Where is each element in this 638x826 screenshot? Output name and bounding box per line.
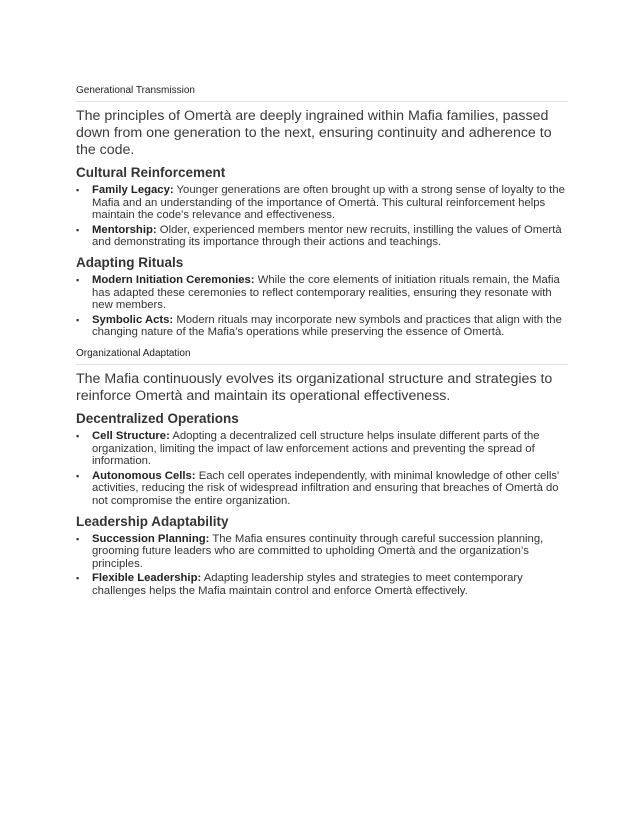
item-text: Older, experienced members mentor new recruits, instilling the values of Omertà and demonstrating its importance through their actions and teachings. [92, 223, 562, 249]
section-label: Generational Transmission [76, 84, 568, 102]
item-term: Family Legacy: [92, 184, 174, 196]
item-term: Succession Planning: [92, 532, 210, 545]
bullet-list [76, 533, 568, 598]
item-term: Autonomous Cells: [92, 469, 196, 482]
item-text: Adopting a decentralized cell structure helps insulate different parts of the organization, limiting the impact of law enforcement actions and preventing the spread of information. [92, 429, 540, 468]
list-item [76, 430, 568, 468]
list-item [76, 572, 568, 597]
item-term: Symbolic Acts: [92, 313, 174, 326]
list-item [76, 274, 568, 312]
bullet-icon: ▪ [76, 470, 80, 481]
bullet-icon: ▪ [76, 185, 80, 195]
subheading-decentralized-operations: Decentralized Operations [76, 410, 239, 426]
section-intro: The principles of Omertà are deeply ingrained within Mafia families, passed down from one generation to the next, ensuring continuity and adherence to the code. [76, 108, 552, 158]
bullet-icon: ▪ [76, 533, 80, 544]
section-label: Organizational Adaptation [76, 347, 568, 365]
item-text: The Mafia ensures continuity through careful succession planning, grooming future leaders who are committed to upholding Omertà and the organization’s principles. [92, 532, 544, 570]
bullet-icon: ▪ [76, 314, 80, 325]
item-term: Mentorship: [92, 223, 157, 236]
list-item [76, 224, 568, 249]
item-text: Adapting leadership styles and strategies to meet contemporary challenges helps the Mafia maintain control and enforce Omertà effectively. [92, 572, 523, 597]
list-item [76, 314, 568, 339]
bullet-icon: ▪ [76, 224, 80, 235]
list-item [76, 184, 568, 222]
item-text: Each cell operates independently, with minimal knowledge of other cells' activities, reducing the risk of widespread infiltration and ensuring that breaches of Omertà do not compromise the entire organization. [92, 469, 560, 507]
item-term: Flexible Leadership: [92, 572, 202, 585]
bullet-list [76, 274, 568, 339]
item-term: Modern Initiation Ceremonies: [92, 273, 255, 286]
item-text: While the core elements of initiation rituals remain, the Mafia has adapted these ceremonies to reflect contemporary realities, ensuring they resonate with new members. [92, 273, 560, 312]
bullet-list [76, 184, 568, 249]
subheading-adapting-rituals: Adapting Rituals [76, 254, 184, 270]
subheading-leadership-adaptability: Leadership Adaptability [76, 513, 229, 529]
item-term: Cell Structure: [92, 429, 170, 442]
item-text: Younger generations are often brought up with a strong sense of loyalty to the Mafia and an understanding of the importance of Omertà. This cultural reinforcement helps maintain the code's relevance and effectiveness. [92, 184, 565, 222]
bullet-icon: ▪ [76, 573, 80, 584]
bullet-icon: ▪ [76, 274, 80, 285]
section-organizational-adaptation [76, 347, 568, 598]
bullet-list [76, 430, 568, 508]
list-item [76, 470, 568, 508]
subheading-cultural-reinforcement: Cultural Reinforcement [76, 165, 226, 180]
bullet-icon: ▪ [76, 430, 80, 441]
item-text: Modern rituals may incorporate new symbols and practices that align with the changing nature of the Mafia’s operations while preserving the essence of Omertà. [92, 313, 562, 339]
document-page [76, 84, 568, 599]
section-generational-transmission [76, 84, 568, 339]
section-intro: The Mafia continuously evolves its organizational structure and strategies to reinforce Omertà and maintain its operational effectiveness. [76, 370, 553, 404]
list-item [76, 533, 568, 571]
